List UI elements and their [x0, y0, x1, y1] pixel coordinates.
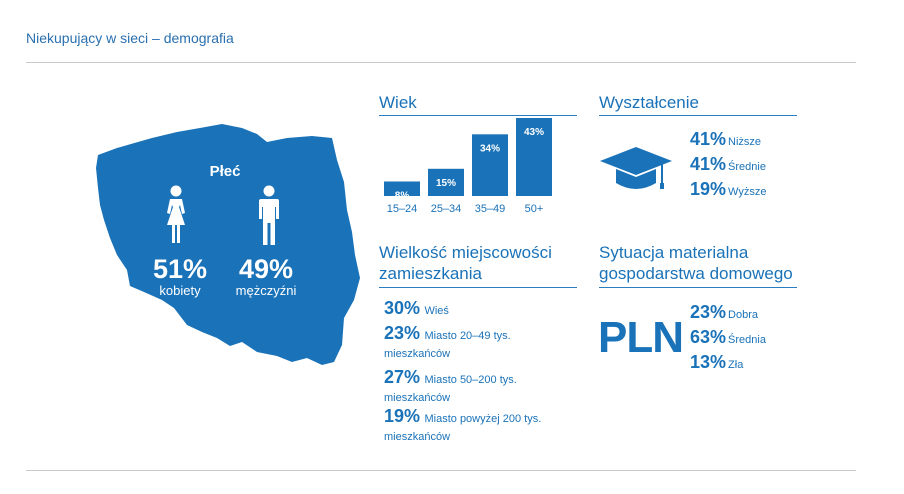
material-pct: 63% [690, 327, 727, 347]
page-title: Niekupujący w sieci – demografia [26, 30, 234, 46]
material-pct: 23% [690, 302, 727, 322]
material-item-3 [690, 352, 743, 373]
age-title: Wiek [379, 93, 417, 112]
material-label: Dobra [728, 309, 758, 321]
education-title: Wyształcenie [599, 93, 699, 112]
education-pct: 41% [690, 129, 727, 149]
gender-title: Płeć [209, 163, 241, 180]
location-item-2 [384, 323, 574, 362]
graduation-cap-icon [600, 145, 672, 193]
currency-label: PLN [598, 313, 683, 362]
female-pct: 51% [152, 254, 208, 284]
male-icon [255, 185, 283, 247]
location-item-4 [384, 406, 574, 445]
material-pct: 13% [690, 352, 727, 372]
education-item-1 [690, 129, 761, 150]
material-label: Zła [728, 359, 744, 371]
female-icon [161, 185, 191, 247]
location-pct: 27% [384, 367, 421, 387]
material-title-rule [599, 287, 797, 288]
age-category-label: 50+ [524, 203, 544, 215]
education-label: Wyższe [728, 186, 767, 198]
education-pct: 41% [690, 154, 727, 174]
education-pct: 19% [690, 179, 727, 199]
location-label: Miasto powyżej 200 tys. mieszkańców [384, 413, 542, 443]
location-item-1 [384, 298, 574, 319]
header-divider [26, 62, 856, 63]
location-pct: 19% [384, 406, 421, 426]
location-pct: 30% [384, 298, 421, 318]
material-item-1 [690, 302, 758, 323]
female-stat [140, 256, 220, 298]
female-label: kobiety [159, 283, 201, 298]
age-bar-value: 43% [523, 127, 545, 138]
education-label: Niższe [728, 136, 762, 148]
location-title-rule [379, 287, 577, 288]
poland-map [82, 120, 367, 380]
age-category-label: 25–34 [430, 203, 462, 215]
age-bar-value: 8% [394, 190, 410, 202]
age-category-label: 35–49 [474, 203, 506, 215]
education-title-rule [599, 115, 797, 116]
location-label: Wieś [424, 305, 449, 317]
footer-divider [26, 470, 856, 471]
age-bar-value: 15% [435, 177, 457, 189]
male-stat [226, 256, 306, 298]
location-title: Wielkość miejscowości zamieszkania [379, 243, 552, 283]
male-label: mężczyźni [235, 283, 297, 298]
material-label: Średnia [728, 334, 766, 346]
education-item-3 [690, 179, 766, 200]
education-item-2 [690, 154, 766, 175]
education-label: Średnie [728, 161, 766, 173]
location-item-3 [384, 367, 574, 406]
material-title: Sytuacja materialna gospodarstwa domowego [599, 243, 793, 283]
material-item-2 [690, 327, 766, 348]
location-label: Miasto 20–49 tys. mieszkańców [384, 330, 511, 360]
location-label: Miasto 50–200 tys. mieszkańców [384, 374, 517, 404]
location-pct: 23% [384, 323, 421, 343]
age-category-label: 15–24 [386, 203, 418, 215]
male-pct: 49% [238, 254, 294, 284]
age-chart [379, 116, 579, 218]
age-bar-value: 34% [479, 143, 501, 155]
